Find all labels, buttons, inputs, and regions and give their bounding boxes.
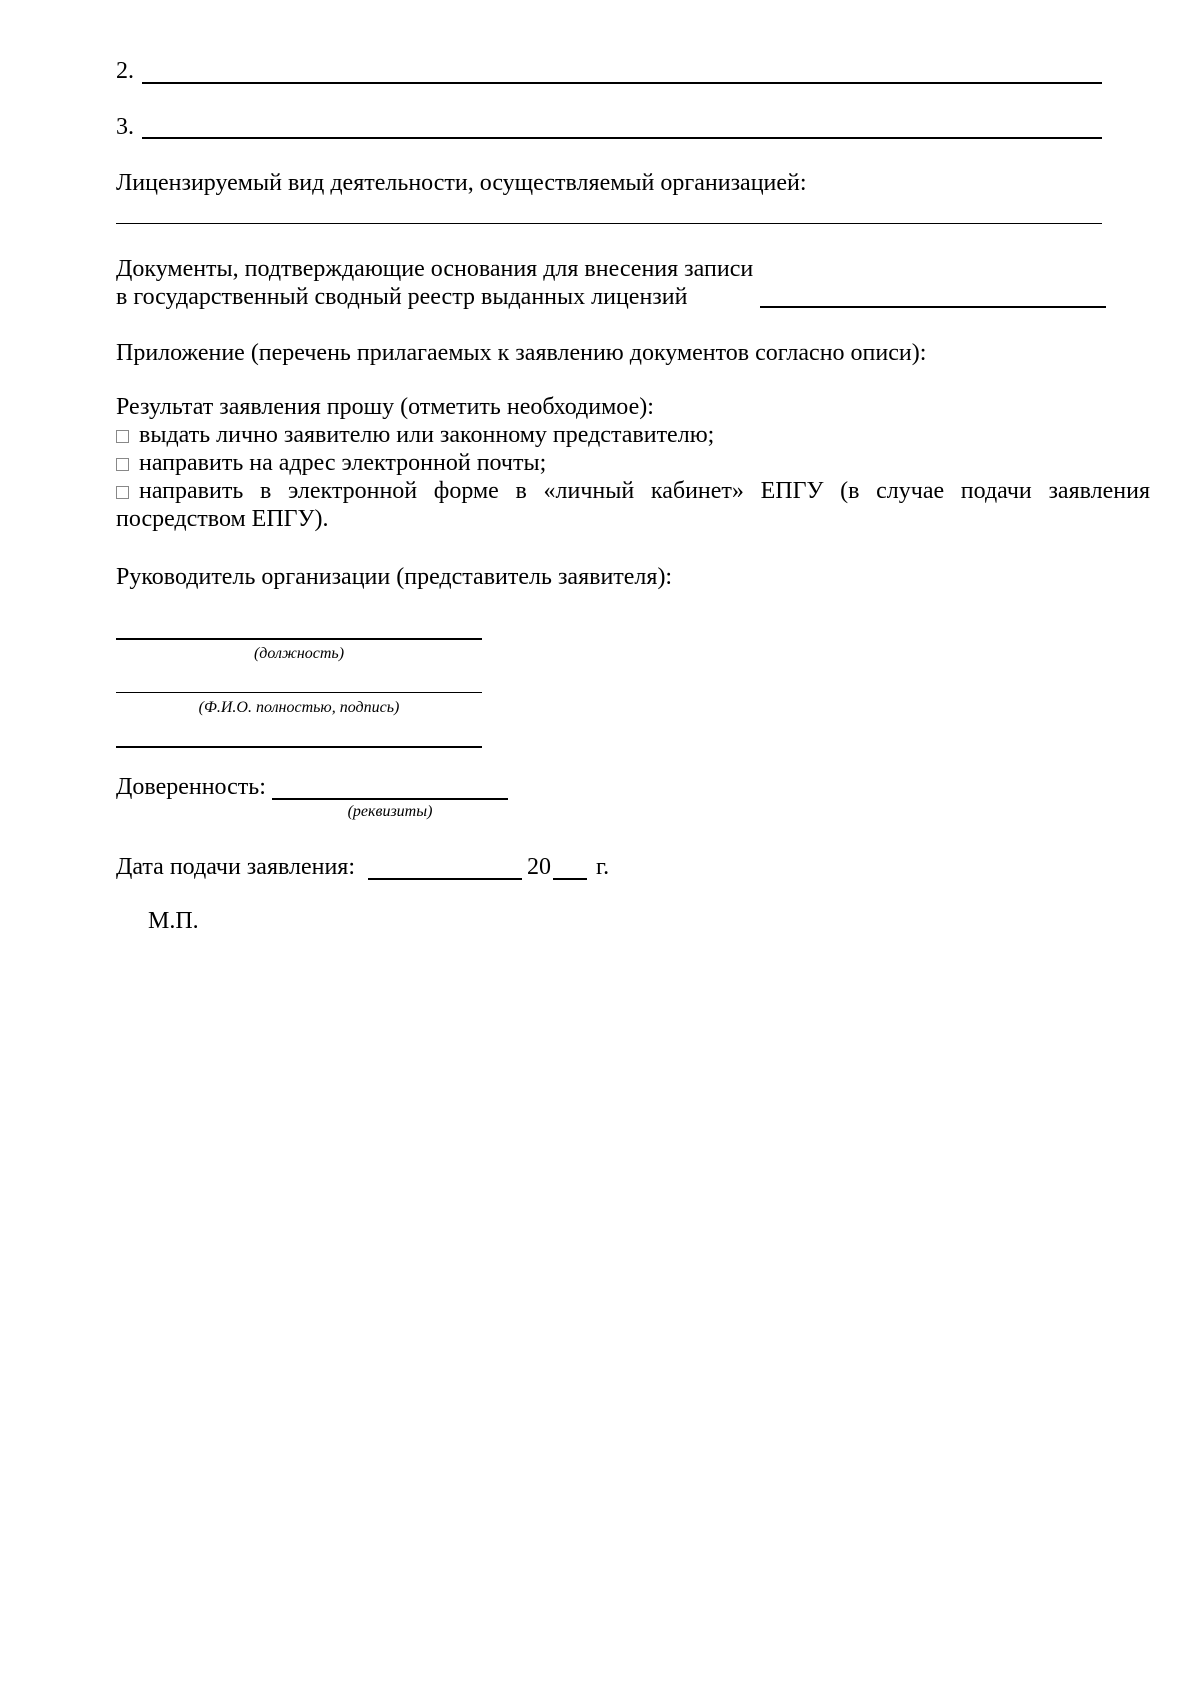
documents-input-line[interactable]	[760, 306, 1106, 308]
documents-label-line2: в государственный сводный реестр выданных лицензий	[116, 284, 688, 310]
result-option-2-label: направить на адрес электронной почты;	[139, 450, 547, 476]
result-label: Результат заявления прошу (отметить необходимое):	[116, 394, 654, 420]
appendix-label: Приложение (перечень прилагаемых к заявлению документов согласно описи):	[116, 340, 927, 366]
stamp-label: М.П.	[148, 908, 199, 934]
date-year-input-line[interactable]	[553, 878, 587, 880]
head-label: Руководитель организации (представитель заявителя):	[116, 564, 673, 590]
power-of-attorney-label: Доверенность:	[116, 774, 266, 800]
name-signature-input-line[interactable]	[116, 692, 482, 693]
documents-label-line1: Документы, подтверждающие основания для внесения записи	[116, 256, 754, 282]
result-option-3[interactable]	[116, 476, 1150, 506]
date-year-prefix: 20	[527, 854, 551, 880]
result-option-3-label-line1: направить в электронной форме в «личный кабинет» ЕПГУ (в случае подачи заявления	[139, 478, 1150, 504]
checkbox-icon[interactable]	[116, 430, 129, 443]
activity-label: Лицензируемый вид деятельности, осуществляемый организацией:	[116, 170, 807, 196]
activity-input-line[interactable]	[116, 223, 1102, 224]
date-year-suffix: г.	[596, 854, 610, 880]
date-label: Дата подачи заявления:	[116, 854, 356, 880]
power-of-attorney-caption: (реквизиты)	[347, 803, 433, 820]
name-signature-caption: (Ф.И.О. полностью, подпись)	[198, 699, 400, 716]
result-option-3-label-line2: посредством ЕПГУ).	[116, 506, 329, 532]
extra-signature-line[interactable]	[116, 746, 482, 748]
item-number-2: 2.	[116, 58, 134, 84]
result-option-1-label: выдать лично заявителю или законному представителю;	[139, 422, 715, 448]
item-3-input-line[interactable]	[142, 137, 1102, 139]
power-of-attorney-input-line[interactable]	[272, 798, 508, 800]
checkbox-icon[interactable]	[116, 458, 129, 471]
date-input-line[interactable]	[368, 878, 522, 880]
position-input-line[interactable]	[116, 638, 482, 640]
checkbox-icon[interactable]	[116, 486, 129, 499]
item-2-input-line[interactable]	[142, 82, 1102, 84]
position-caption: (должность)	[253, 645, 345, 662]
result-option-2[interactable]	[116, 448, 546, 478]
item-number-3: 3.	[116, 114, 134, 140]
result-option-1[interactable]	[116, 420, 714, 450]
